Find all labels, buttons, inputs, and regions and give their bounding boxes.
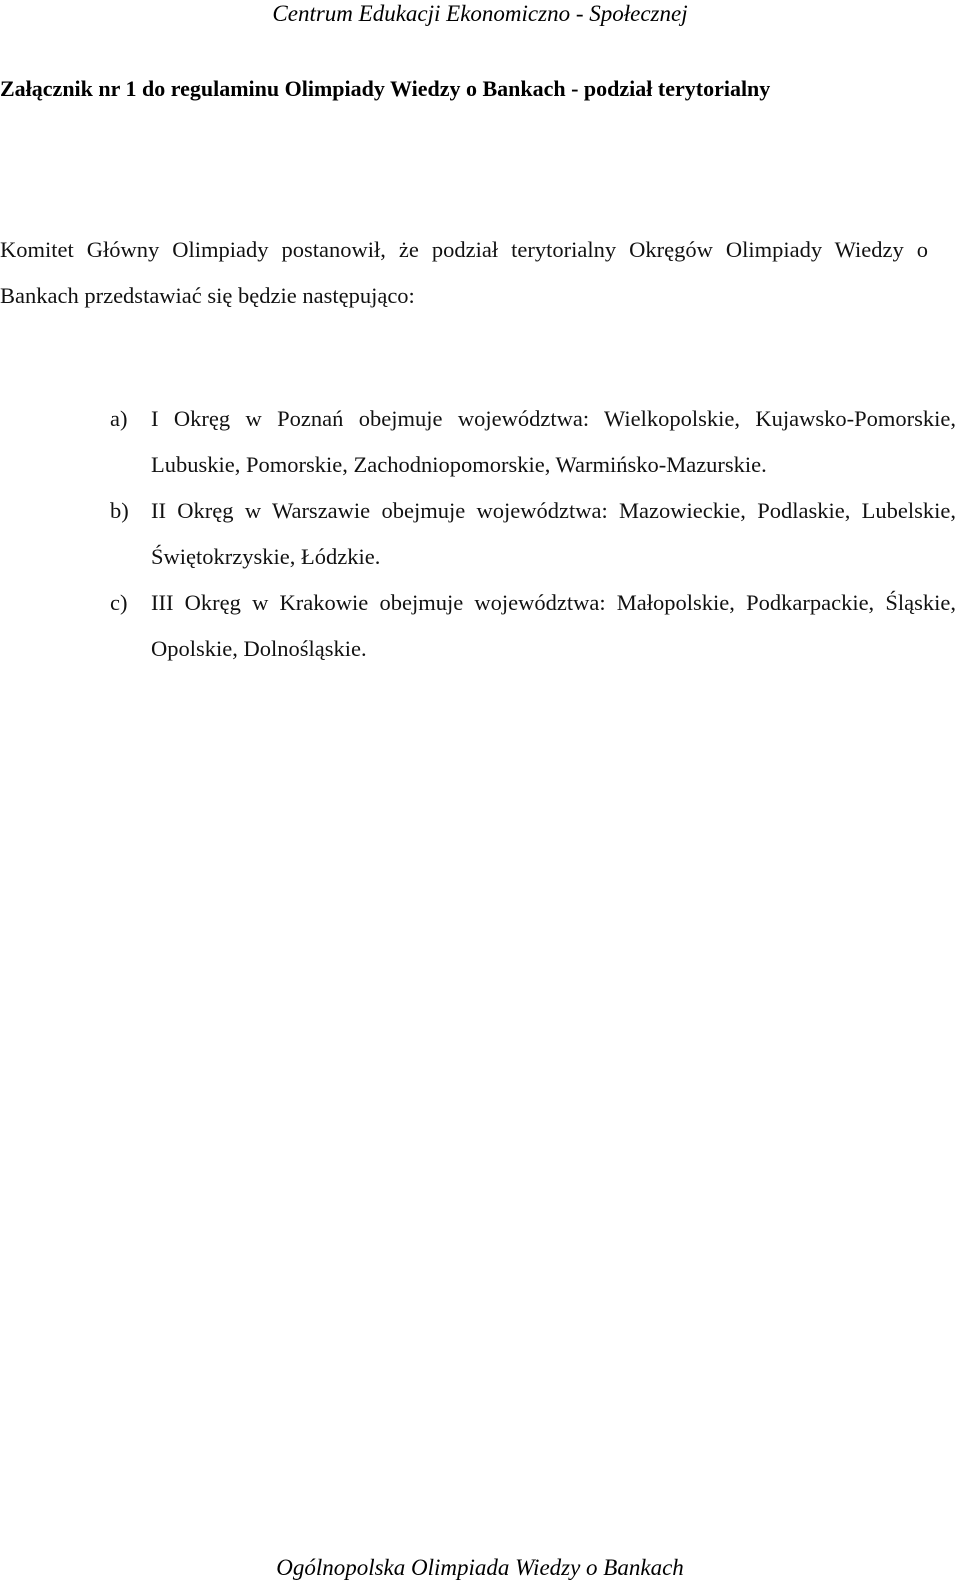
list-item: [110, 396, 956, 488]
list-item: [110, 488, 956, 580]
page-header: Centrum Edukacji Ekonomiczno - Społecznej: [272, 1, 688, 26]
page-footer: Ogólnopolska Olimpiada Wiedzy o Bankach: [276, 1555, 684, 1580]
list-item: [110, 580, 956, 672]
intro-paragraph: Komitet Główny Olimpiady postanowił, że podział terytorialny Okręgów Olimpiady Wiedzy o Bankach przedstawiać się będzie następująco:: [0, 237, 928, 308]
list-marker: c): [110, 590, 128, 615]
district-list: [110, 396, 956, 672]
list-item-text: II Okręg w Warszawie obejmuje województwa: Mazowieckie, Podlaskie, Lubelskie, Świętokrzyskie, Łódzkie.: [151, 498, 956, 569]
list-marker: b): [110, 498, 129, 523]
list-item-text: III Okręg w Krakowie obejmuje województwa: Małopolskie, Podkarpackie, Śląskie, Opolskie, Dolnośląskie.: [151, 590, 956, 661]
list-item-text: I Okręg w Poznań obejmuje województwa: Wielkopolskie, Kujawsko-Pomorskie, Lubuskie, Pomorskie, Zachodniopomorskie, Warmińsko-Mazurskie.: [151, 406, 956, 477]
document-title: Załącznik nr 1 do regulaminu Olimpiady Wiedzy o Bankach - podział terytorialny: [0, 76, 771, 101]
list-marker: a): [110, 406, 128, 431]
